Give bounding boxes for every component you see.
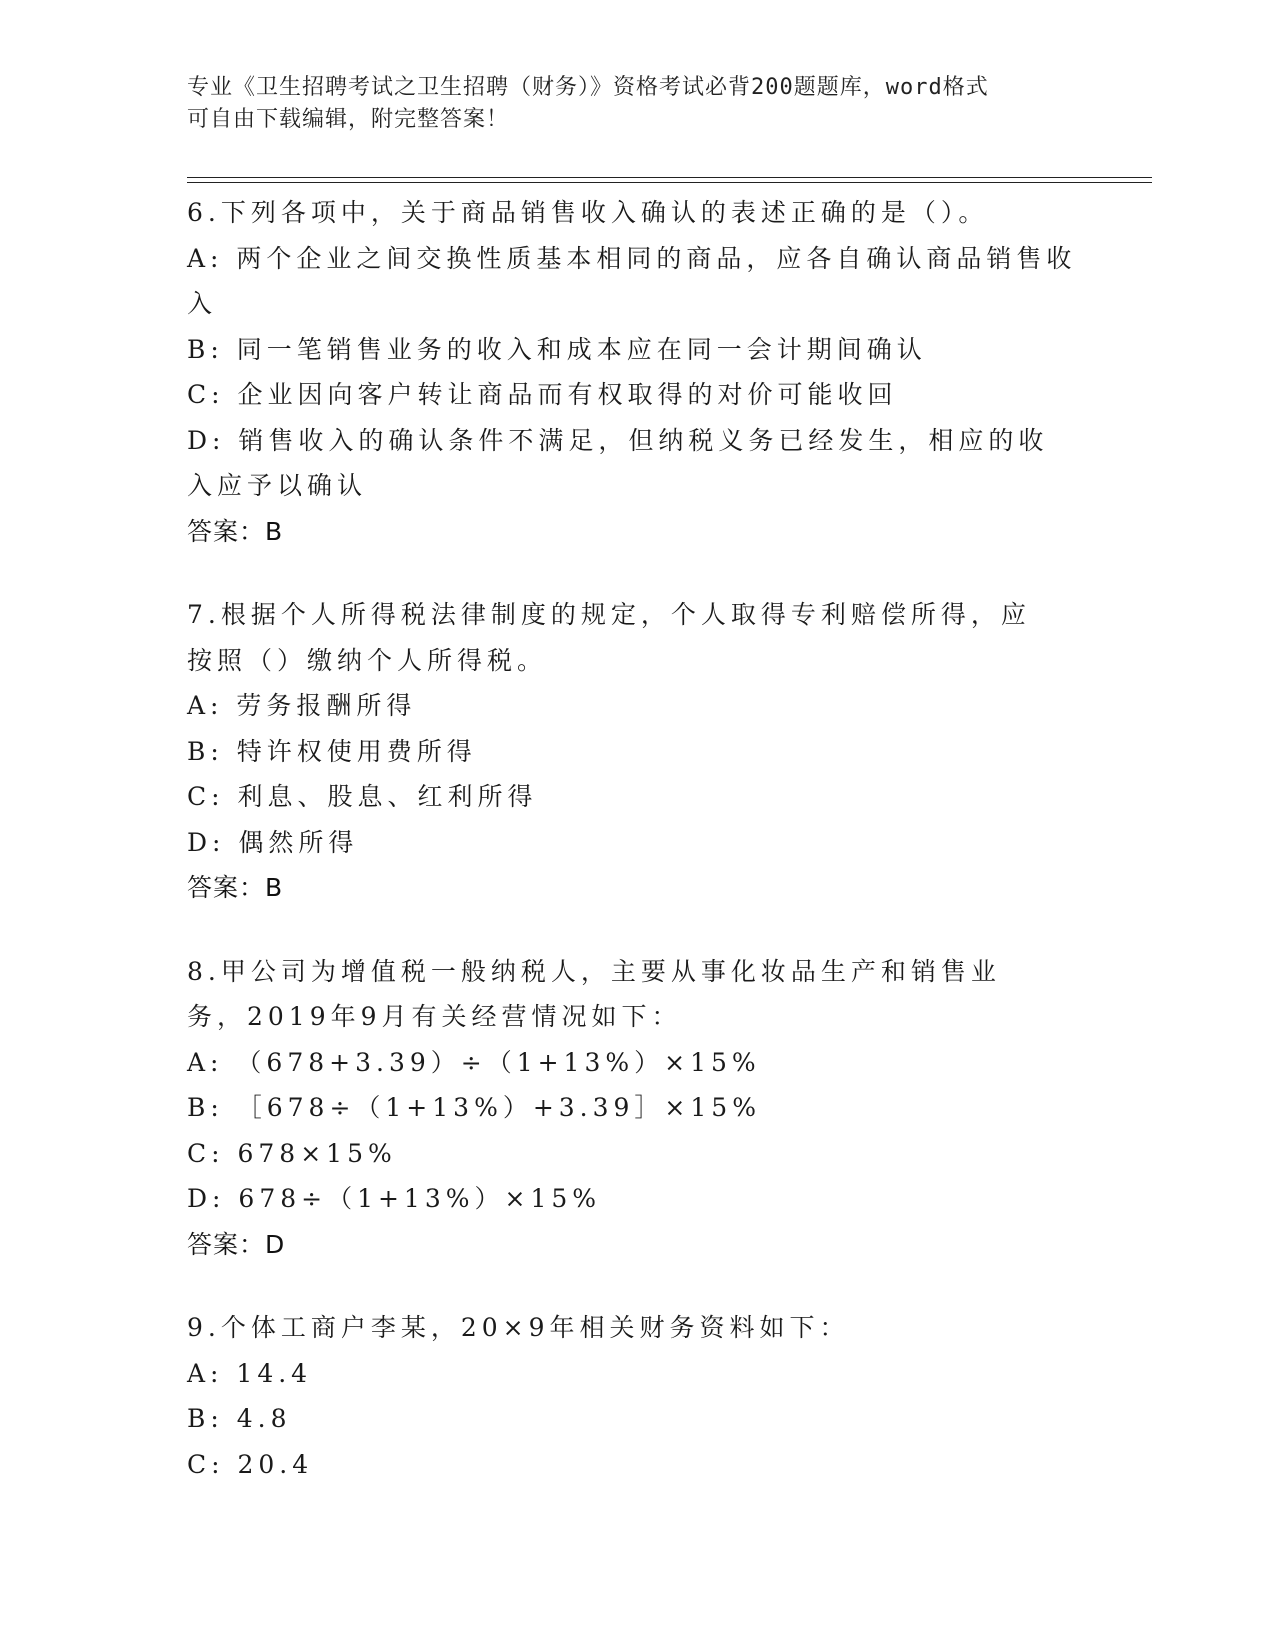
option-c: C: 利息、股息、红利所得	[187, 782, 538, 811]
option-d: D: 678÷（1+13%）×15%	[187, 1184, 602, 1213]
question-6	[187, 190, 1087, 554]
question-list	[187, 190, 1087, 1525]
answer-label: 答案：D	[187, 1229, 286, 1259]
option-c: C: 20.4	[187, 1449, 314, 1479]
question-7	[187, 592, 1087, 911]
option-c: C: 678×15%	[187, 1138, 397, 1168]
header-line-1: 专业《卫生招聘考试之卫生招聘（财务）》资格考试必背200题题库，word格式	[187, 75, 989, 100]
answer-label: 答案：B	[187, 516, 284, 546]
document-header	[187, 72, 1087, 136]
question-text: 7.根据个人所得税法律制度的规定，个人取得专利赔偿所得，应按照（）缴纳个人所得税。	[187, 600, 1031, 675]
question-text: 8.甲公司为增值税一般纳税人，主要从事化妆品生产和销售业务，2019年9月有关经营情况如下：	[187, 956, 1001, 1031]
option-a: A: （678+3.39）÷（1+13%）×15%	[187, 1047, 761, 1077]
option-c: C: 企业因向客户转让商品而有权取得的对价可能收回	[187, 380, 898, 409]
option-b: B: 4.8	[187, 1404, 292, 1433]
answer-label: 答案：B	[187, 873, 284, 902]
option-a: A: 14.4	[187, 1358, 313, 1388]
option-d: D: 偶然所得	[187, 827, 359, 857]
option-a: A: 两个企业之间交换性质基本相同的商品，应各自确认商品销售收入	[187, 243, 1077, 318]
option-a: A: 劳务报酬所得	[187, 691, 417, 720]
option-d: D: 销售收入的确认条件不满足，但纳税义务已经发生，相应的收入应予以确认	[187, 425, 1049, 500]
option-b: B: 特许权使用费所得	[187, 736, 477, 766]
header-divider-top	[187, 177, 1152, 178]
question-text: 9.个体工商户李某，20×9年相关财务资料如下：	[187, 1313, 850, 1342]
option-b: B: ［678÷（1+13%）+3.39］×15%	[187, 1093, 761, 1122]
question-9	[187, 1305, 1087, 1487]
question-text: 6.下列各项中，关于商品销售收入确认的表述正确的是（）。	[187, 198, 989, 227]
option-b: B: 同一笔销售业务的收入和成本应在同一会计期间确认	[187, 334, 927, 364]
header-divider-bottom	[187, 182, 1152, 183]
question-8	[187, 949, 1087, 1268]
header-line-2: 可自由下载编辑，附完整答案！	[187, 107, 510, 132]
